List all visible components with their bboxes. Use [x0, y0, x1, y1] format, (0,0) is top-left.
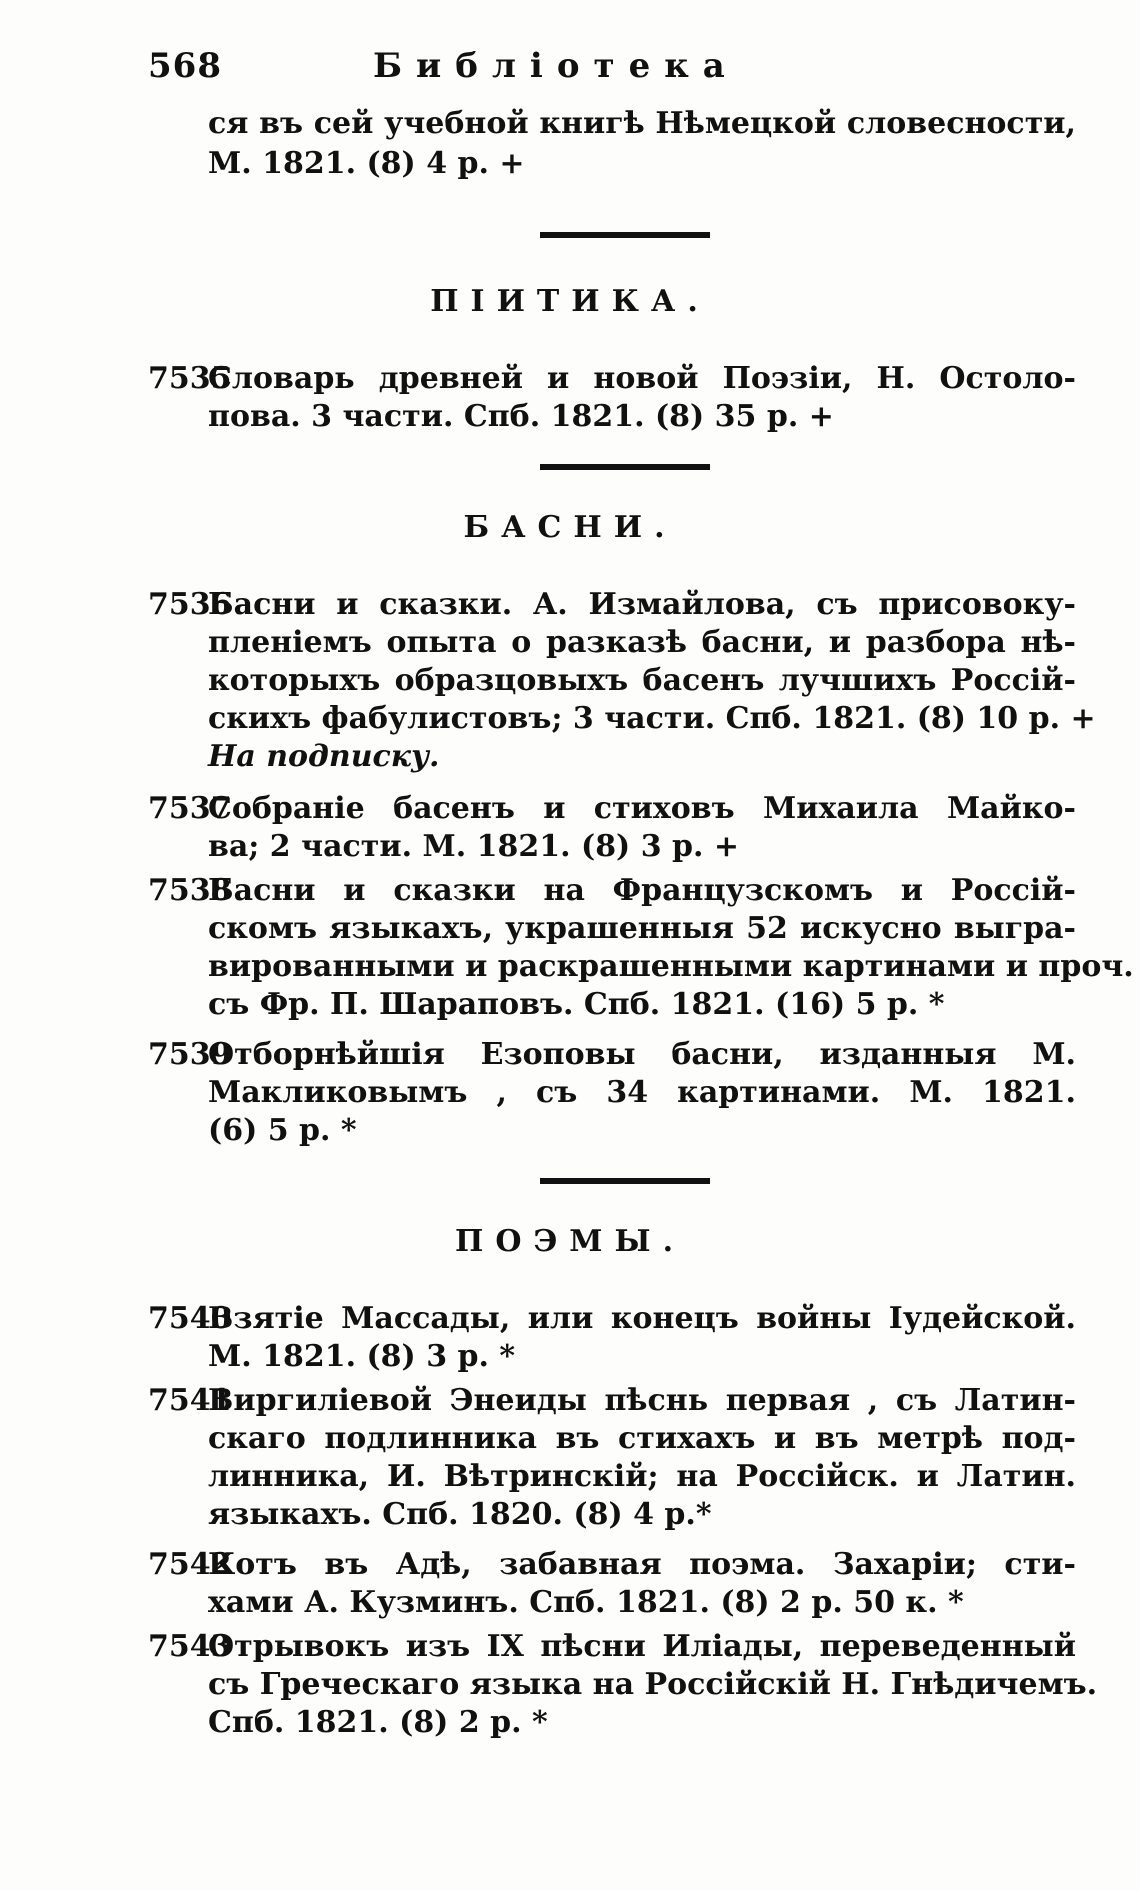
section-title-poemy: ПОЭМЫ. [454, 1224, 686, 1259]
text-line: Отрывокъ изъ IX пѣсни Иліады, переведенный [208, 1629, 1076, 1664]
entry-body [208, 1036, 1076, 1150]
text-line: Спб. 1821. (8) 2 р. * [208, 1705, 548, 1740]
text-line: хами А. Кузминъ. Спб. 1821. (8) 2 р. 50 к. * [208, 1585, 964, 1620]
text-line: Отборнѣйшія Езоповы басни, изданныя М. [208, 1037, 1076, 1072]
section-divider [540, 1178, 710, 1184]
text-line: языкахъ. Спб. 1820. (8) 4 р.* [208, 1497, 712, 1532]
entry-number: 7543 [148, 1629, 232, 1664]
entry-number: 7536 [148, 587, 232, 622]
text-line: съ Фр. П. Шараповъ. Спб. 1821. (16) 5 р. * [208, 987, 945, 1022]
text-line: ся въ сей учебной книгѣ Нѣмецкой словесности, [208, 106, 1076, 141]
entry-body [208, 1546, 1076, 1622]
section-title-basni: БАСНИ. [463, 510, 677, 545]
text-line: скаго подлинника въ стихахъ и въ метрѣ под- [208, 1421, 1076, 1456]
page-header [148, 42, 1078, 102]
continuation-text [208, 104, 1076, 184]
text-line: скихъ фабулистовъ; 3 части. Спб. 1821. (8) 10 р. + [208, 701, 1096, 736]
entry-number: 7540 [148, 1301, 232, 1336]
text-line: линника, И. Вѣтринскій; на Россійск. и Латин. [208, 1459, 1076, 1494]
entry-number: 7535 [148, 361, 232, 396]
text-line: вированными и раскрашенными картинами и проч. [208, 949, 1134, 984]
entry-body [208, 586, 1096, 776]
text-line: М. 1821. (8) 4 р. + [208, 146, 525, 181]
text-line: ва; 2 части. М. 1821. (8) 3 р. + [208, 829, 740, 864]
entry-number: 7541 [148, 1383, 232, 1418]
text-line: пленіемъ опыта о разказѣ басни, и разбора нѣ- [208, 625, 1076, 660]
entry-body [208, 360, 1076, 436]
text-line: (6) 5 р. * [208, 1113, 357, 1148]
text-line: Словарь древней и новой Поэзіи, Н. Остоло- [208, 361, 1076, 396]
text-line: пова. 3 части. Спб. 1821. (8) 35 р. + [208, 399, 834, 434]
section-divider [540, 232, 710, 238]
text-line: Взятіе Массады, или конецъ войны Іудейской. [208, 1301, 1076, 1336]
text-line: Виргиліевой Энеиды пѣснь первая , съ Латин- [208, 1383, 1076, 1418]
page-number: 568 [148, 46, 222, 86]
entry-body [208, 790, 1076, 866]
text-line: Макликовымъ , съ 34 картинами. М. 1821. [208, 1075, 1076, 1110]
entry-number: 7538 [148, 873, 232, 908]
text-line: Котъ въ Адѣ, забавная поэма. Захаріи; сти- [208, 1547, 1076, 1582]
entry-body [208, 1300, 1076, 1376]
entry-body [208, 1628, 1098, 1742]
text-line: Басни и сказки. А. Измайлова, съ присовоку- [208, 587, 1076, 622]
entry-body [208, 1382, 1076, 1534]
text-line: скомъ языкахъ, украшенныя 52 искусно выгра- [208, 911, 1076, 946]
entry-number: 7542 [148, 1547, 232, 1582]
entry-body [208, 872, 1134, 1024]
section-title-piitika: ПІИТИКА. [430, 284, 710, 319]
entry-number: 7537 [148, 791, 232, 826]
entry-number: 7539 [148, 1037, 232, 1072]
text-line: На подписку. [208, 739, 440, 774]
text-line: съ Греческаго языка на Россійскій Н. Гнѣдичемъ. [208, 1667, 1098, 1702]
section-divider [540, 464, 710, 470]
text-line: Собраніе басенъ и стиховъ Михаила Майко- [208, 791, 1076, 826]
running-head: Библіотека [373, 46, 739, 86]
text-line: М. 1821. (8) 3 р. * [208, 1339, 516, 1374]
text-line: Басни и сказки на Французскомъ и Россій- [208, 873, 1076, 908]
text-line: которыхъ образцовыхъ басенъ лучшихъ Россій- [208, 663, 1076, 698]
